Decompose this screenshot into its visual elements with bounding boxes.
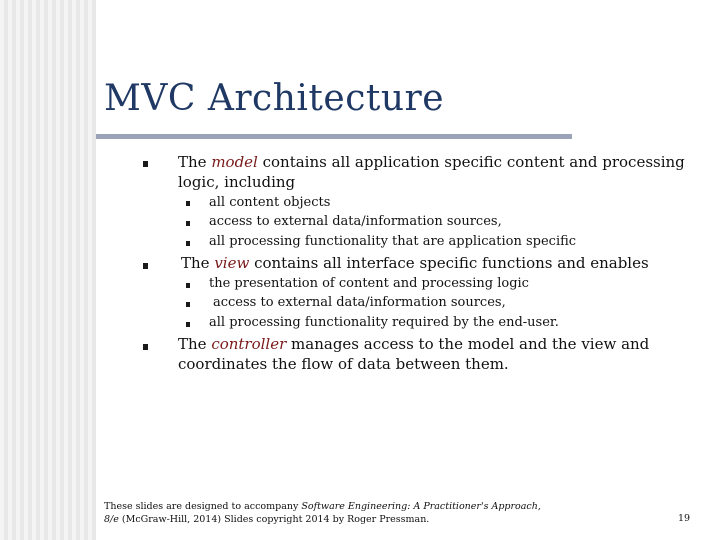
sub-bullet-marker xyxy=(186,283,190,288)
slide-background-stripes xyxy=(0,0,96,540)
page-number: 19 xyxy=(678,513,691,524)
model-term: model xyxy=(211,153,258,171)
bullet-controller-line2: coordinates the flow of data between them. xyxy=(178,355,509,373)
footer-line-1: These slides are designed to accompany Software Engineering: A Practitioner's Approach, xyxy=(104,501,541,512)
title-underline-rule xyxy=(96,134,572,139)
slide-footer xyxy=(104,500,541,526)
bullet-model-line2: logic, including xyxy=(178,173,296,191)
slide-title: MVC Architecture xyxy=(104,78,445,119)
sub-bullet-model-2: access to external data/information sources, xyxy=(209,214,502,229)
sub-bullet-model-1: all content objects xyxy=(209,195,331,210)
bullet-marker xyxy=(143,344,148,350)
book-title: Software Engineering: A Practitioner's Approach, xyxy=(301,501,541,512)
bullet-view-line1: The view contains all interface specific functions and enables xyxy=(181,254,649,272)
sub-bullet-marker xyxy=(186,322,190,327)
sub-bullet-marker xyxy=(186,201,190,206)
bullet-controller-line1: The controller manages access to the model and the view and xyxy=(178,335,650,353)
sub-bullet-marker xyxy=(186,302,190,307)
sub-bullet-view-2: access to external data/information sources, xyxy=(213,295,506,310)
sub-bullet-model-3: all processing functionality that are application specific xyxy=(209,234,577,249)
controller-term: controller xyxy=(211,335,287,353)
bullet-marker xyxy=(143,263,148,269)
sub-bullet-view-3: all processing functionality required by the end-user. xyxy=(209,315,559,330)
bullet-marker xyxy=(143,161,148,167)
view-term: view xyxy=(214,254,250,272)
sub-bullet-marker xyxy=(186,241,190,246)
bullet-model-line1: The model contains all application specific content and processing xyxy=(178,153,685,171)
sub-bullet-view-1: the presentation of content and processing logic xyxy=(209,276,529,291)
sub-bullet-marker xyxy=(186,221,190,226)
footer-line-2: 8/e (McGraw-Hill, 2014) Slides copyright 2014 by Roger Pressman. xyxy=(104,514,430,525)
